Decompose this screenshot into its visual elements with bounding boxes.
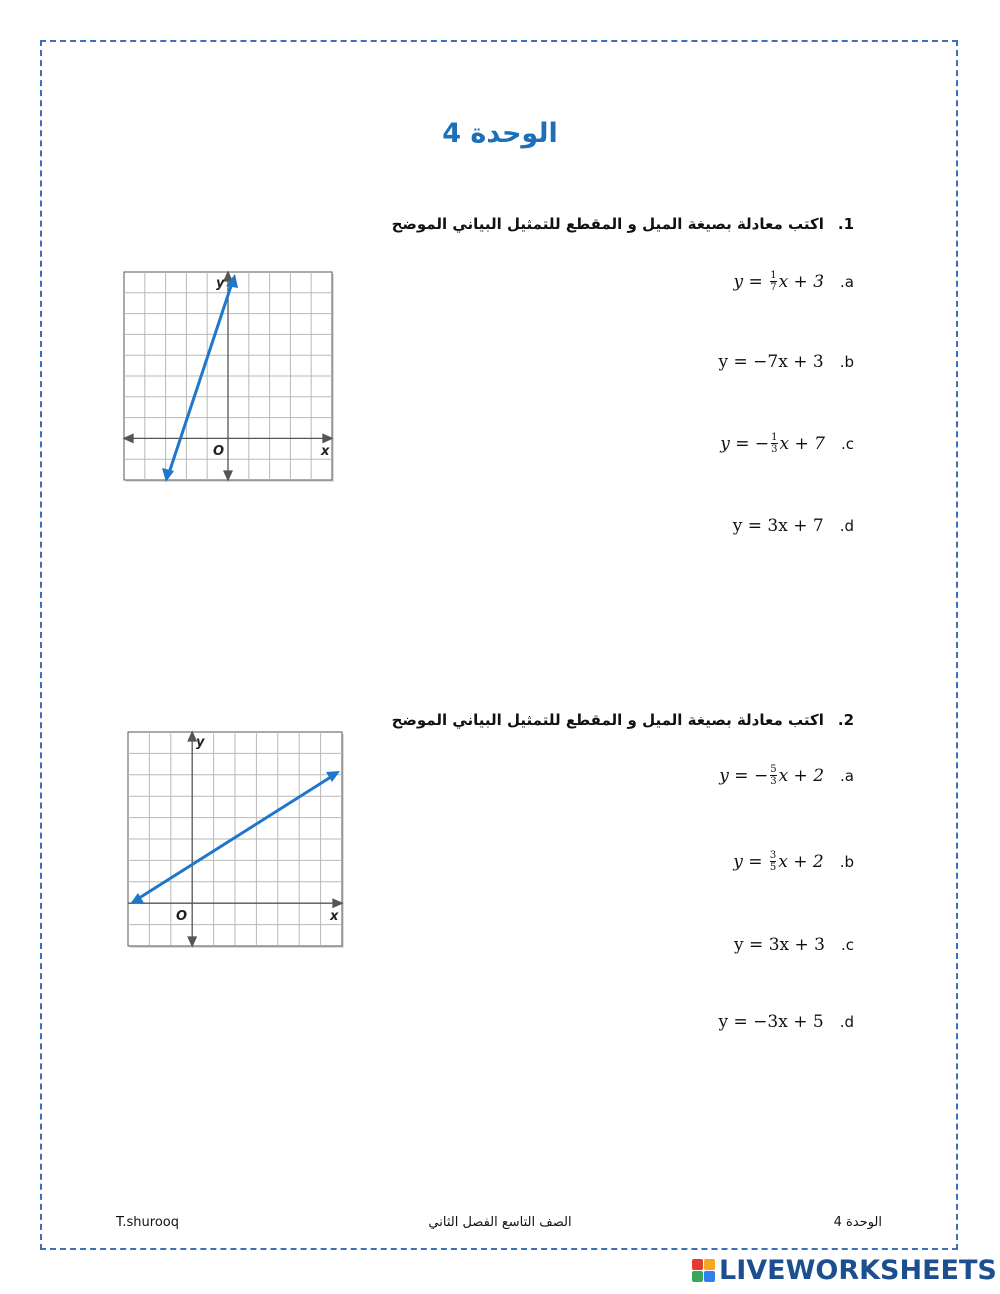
fraction: $\frac{1}{7}$ [770,270,777,293]
option-2c[interactable] [734,935,854,955]
footer-unit: الوحدة 4 [833,1215,882,1230]
x-axis-label: x [321,444,330,459]
liveworksheets-logo[interactable] [692,1255,997,1286]
equation: y = $\frac{1}{7}$ x + 3 [733,270,825,293]
option-letter: .d [839,1013,854,1031]
origin-label: O [213,444,225,459]
question-prompt: اكتب معادلة بصيغة الميل و المقطع للتمثيل البياني الموضح [391,711,824,729]
option-letter: .c [840,434,854,453]
page-title: الوحدة 4 [442,118,558,149]
option-letter: .a [840,766,854,785]
fraction: $\frac{1}{3}$ [771,432,778,455]
logo-icon [692,1259,715,1282]
option-1b[interactable] [719,352,854,372]
option-letter: .b [839,852,854,871]
option-letter: .a [840,272,854,291]
graph-question-1 [122,270,338,486]
equation: y = −3x + 5 [718,1012,824,1032]
option-letter: .c [840,936,854,954]
logo-text: LIVEWORKSHEETS [719,1255,997,1286]
footer-author: T.shurooq [116,1215,180,1230]
equation: y = − $\frac{5}{3}$ x + 2 [719,764,825,787]
option-2d[interactable] [719,1012,854,1032]
question-number: 1. [837,215,854,233]
x-axis-label: x [330,909,339,924]
option-letter: .d [839,517,854,535]
footer-grade: الصف التاسع الفصل الثاني [428,1215,572,1230]
equation: y = − $\frac{1}{3}$ x + 7 [720,432,825,455]
option-1c[interactable] [720,432,854,455]
equation: y = 3x + 7 [732,516,824,536]
question-1 [392,215,854,233]
fraction: $\frac{5}{3}$ [770,764,777,787]
y-axis-label: y [216,276,225,291]
graph-question-2 [126,730,348,952]
option-2b[interactable] [733,850,854,873]
option-1a[interactable] [734,270,854,293]
equation: y = 3x + 3 [734,935,825,955]
option-1d[interactable] [733,516,854,536]
option-2a[interactable] [719,764,854,787]
y-axis-label: y [196,735,205,750]
question-number: 2. [837,711,854,729]
question-prompt: اكتب معادلة بصيغة الميل و المقطع للتمثيل البياني الموضح [391,215,824,233]
question-2 [392,711,854,729]
equation: y = $\frac{3}{5}$ x + 2 [733,850,824,873]
equation: y = −7x + 3 [718,352,824,372]
origin-label: O [176,909,188,924]
option-letter: .b [839,353,854,371]
fraction: $\frac{3}{5}$ [769,850,777,873]
